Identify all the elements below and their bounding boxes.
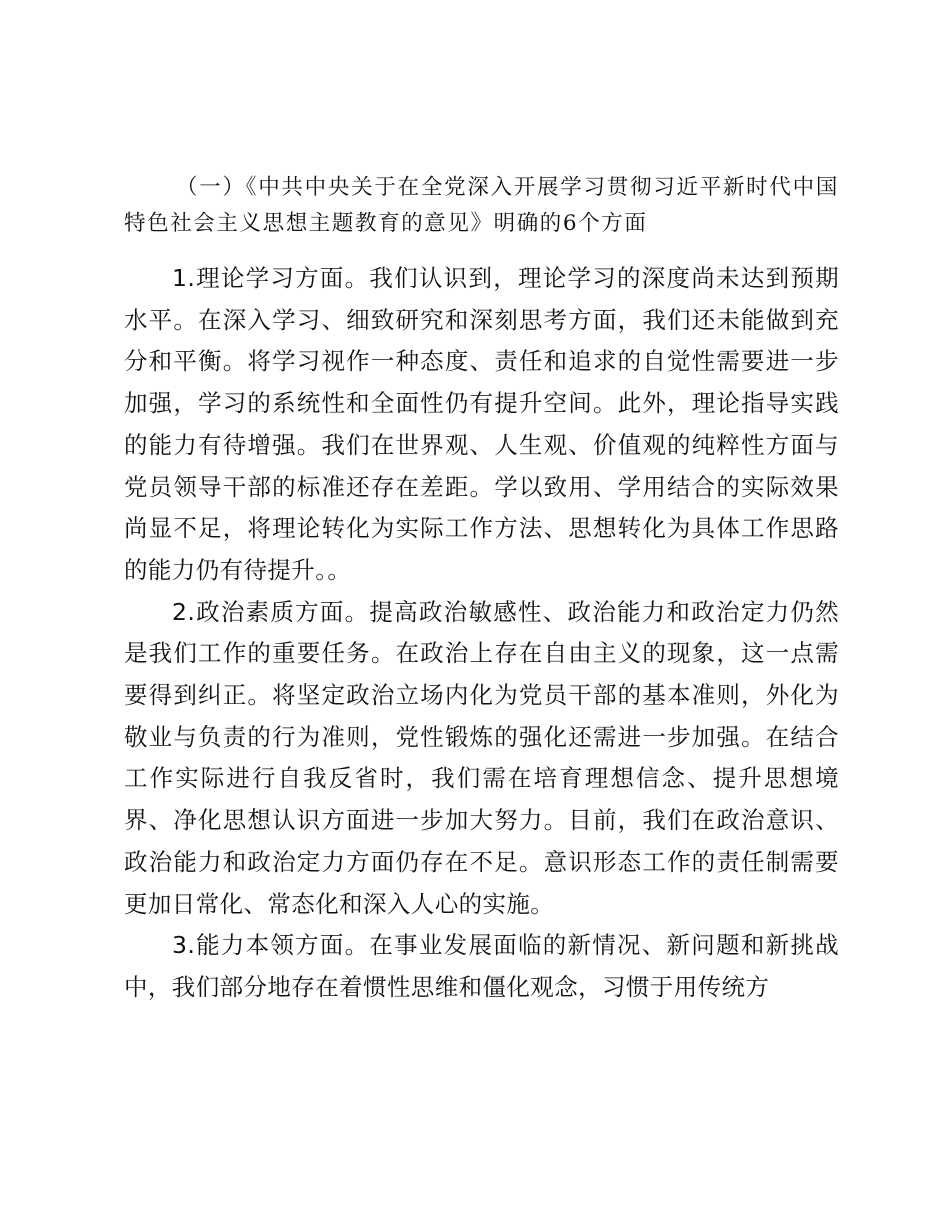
section-heading: （一）《中共中央关于在全党深入开展学习贯彻习近平新时代中国特色社会主义思想主题教育的意见》明确的6个方面 bbox=[124, 175, 839, 236]
paragraph-political-quality: 2.政治素质方面。提高政治敏感性、政治能力和政治定力仍然是我们工作的重要任务。在政治上存在自由主义的现象，这一点需要得到纠正。将坚定政治立场内化为党员干部的基本准则，外化为敬业与负责的行为准则，党性锻炼的强化还需进一步加强。在结合工作实际进行自我反省时，我们需在培育理想信念、提升思想境界、净化思想认识方面进一步加大努力。目前，我们在政治意识、政治能力和政治定力方面仍存在不足。意识形态工作的责任制需要更加日常化、常态化和深入人心的实施。 bbox=[124, 597, 839, 918]
document-body bbox=[124, 258, 839, 1009]
paragraph-ability-skills: 3.能力本领方面。在事业发展面临的新情况、新问题和新挑战中，我们部分地存在着惯性思维和僵化观念，习惯于用传统方 bbox=[124, 931, 839, 1001]
paragraph-theory-study: 1.理论学习方面。我们认识到，理论学习的深度尚未达到预期水平。在深入学习、细致研究和深刻思考方面，我们还未能做到充分和平衡。将学习视作一种态度、责任和追求的自觉性需要进一步加强，学习的系统性和全面性仍有提升空间。此外，理论指导实践的能力有待增强。我们在世界观、人生观、价值观的纯粹性方面与党员领导干部的标准还存在差距。学以致用、学用结合的实际效果尚显不足，将理论转化为实际工作方法、思想转化为具体工作思路的能力仍有待提升。。 bbox=[124, 264, 839, 584]
